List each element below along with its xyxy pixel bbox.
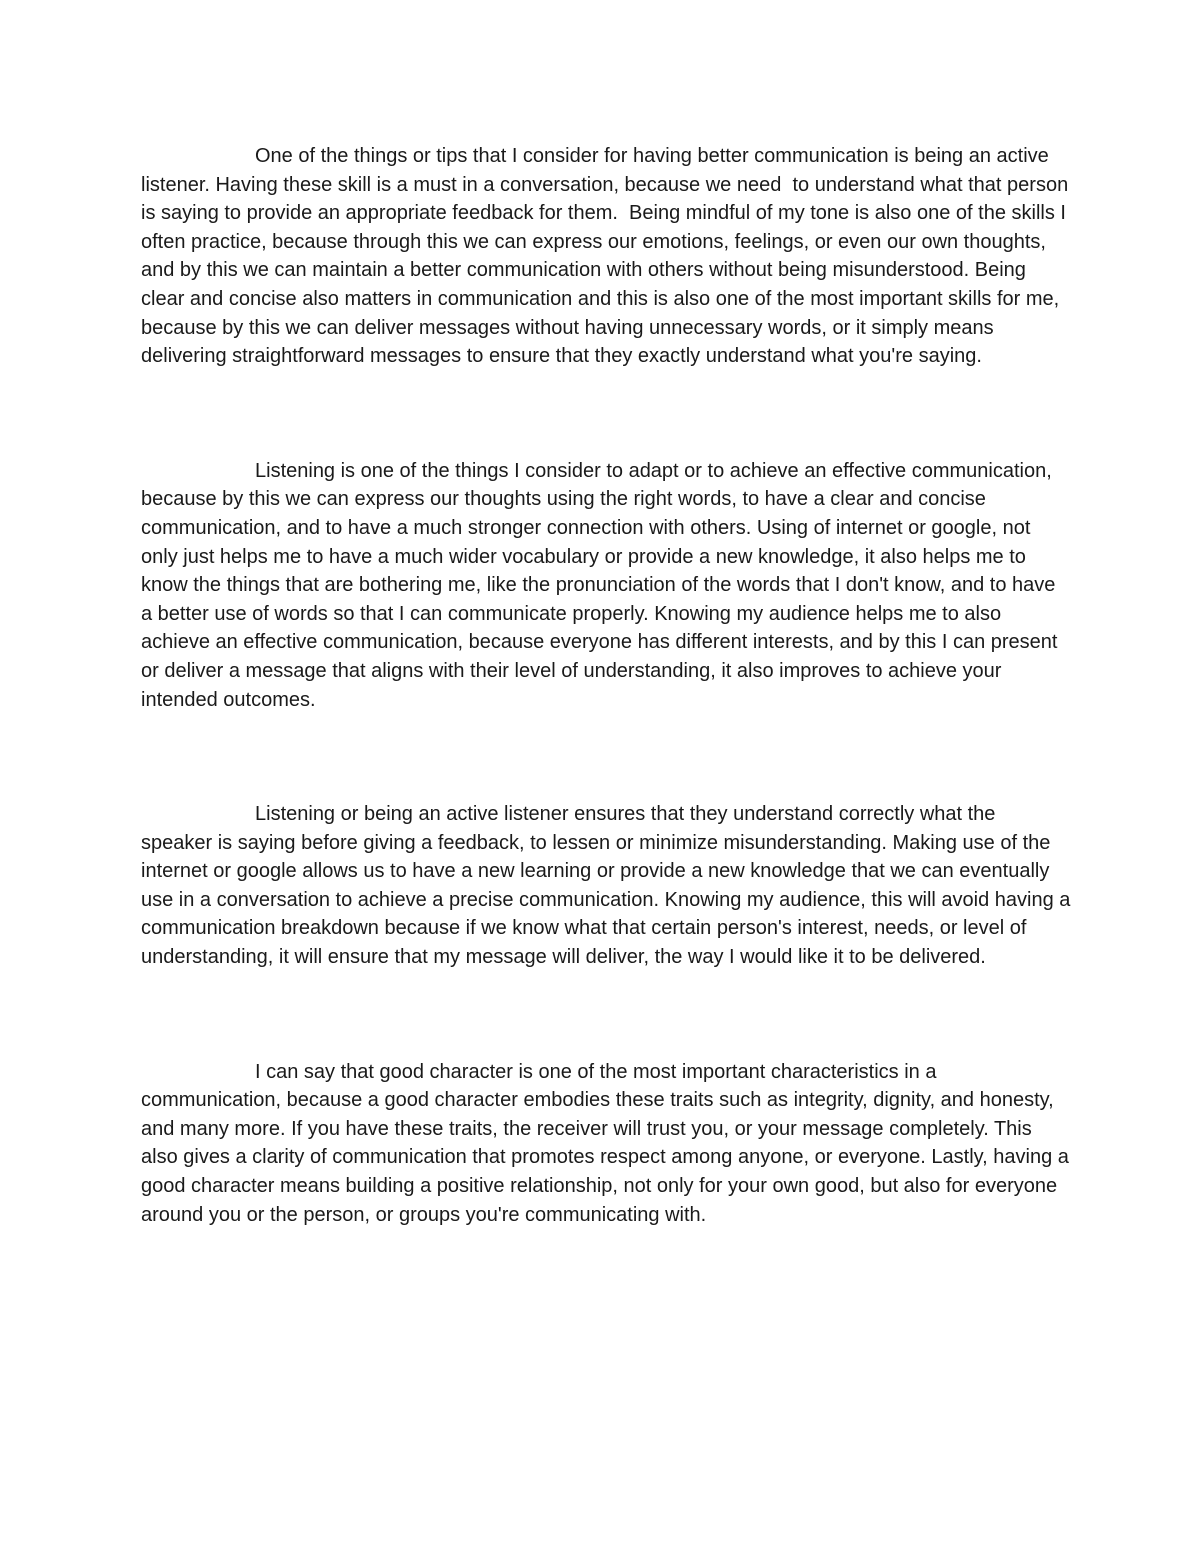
paragraph-active-listening-tips: One of the things or tips that I consider for having better communication is being an active listener. Having these skill is a must in a conversation, because we need to understand what that person is saying to provide an appropriate feedback for them. Being mindful of my tone is also one of the skills I often practice, because through this we can express our emotions, feelings, or even our own thoughts, and by this we can maintain a better communication with others without being misunderstood. Being clear and concise also matters in communication and this is also one of the most important skills for me, because by this we can deliver messages without having unnecessary words, or it simply means delivering straightforward messages to ensure that they exactly understand what you're saying.: [141, 145, 1074, 368]
paragraph-avoiding-misunderstanding: Listening or being an active listener ensures that they understand correctly what the speaker is saying before giving a feedback, to lessen or minimize misunderstanding. Making use of the internet or google allows us to have a new learning or provide a new knowledge that we can eventually use in a conversation to achieve a precise communication. Knowing my audience, this will avoid having a communication breakdown because if we know what that certain person's interest, needs, or level of understanding, it will ensure that my message will deliver, the way I would like it to be delivered.: [141, 803, 1076, 969]
paragraph-good-character: I can say that good character is one of the most important characteristics in a communication, because a good character embodies these traits such as integrity, dignity, and honesty, and many more. If you have these traits, the receiver will trust you, or your message completely. This also gives a clarity of communication that promotes respect among anyone, or everyone. Lastly, having a good character means building a positive relationship, not only for your own good, but also for everyone around you or the person, or groups you're communicating with.: [141, 1060, 1075, 1226]
document-body: [141, 142, 1076, 1229]
paragraph-effective-communication: Listening is one of the things I consider to adapt or to achieve an effective communication, because by this we can express our thoughts using the right words, to have a clear and concise communication, and to have a much stronger connection with others. Using of internet or google, not only just helps me to have a much wider vocabulary or provide a new knowledge, it also helps me to know the things that are bothering me, like the pronunciation of the words that I don't know, and to have a better use of words so that I can communicate properly. Knowing my audience helps me to also achieve an effective communication, because everyone has different interests, and by this I can present or deliver a message that aligns with their level of understanding, it also improves to achieve your intended outcomes.: [141, 459, 1064, 711]
